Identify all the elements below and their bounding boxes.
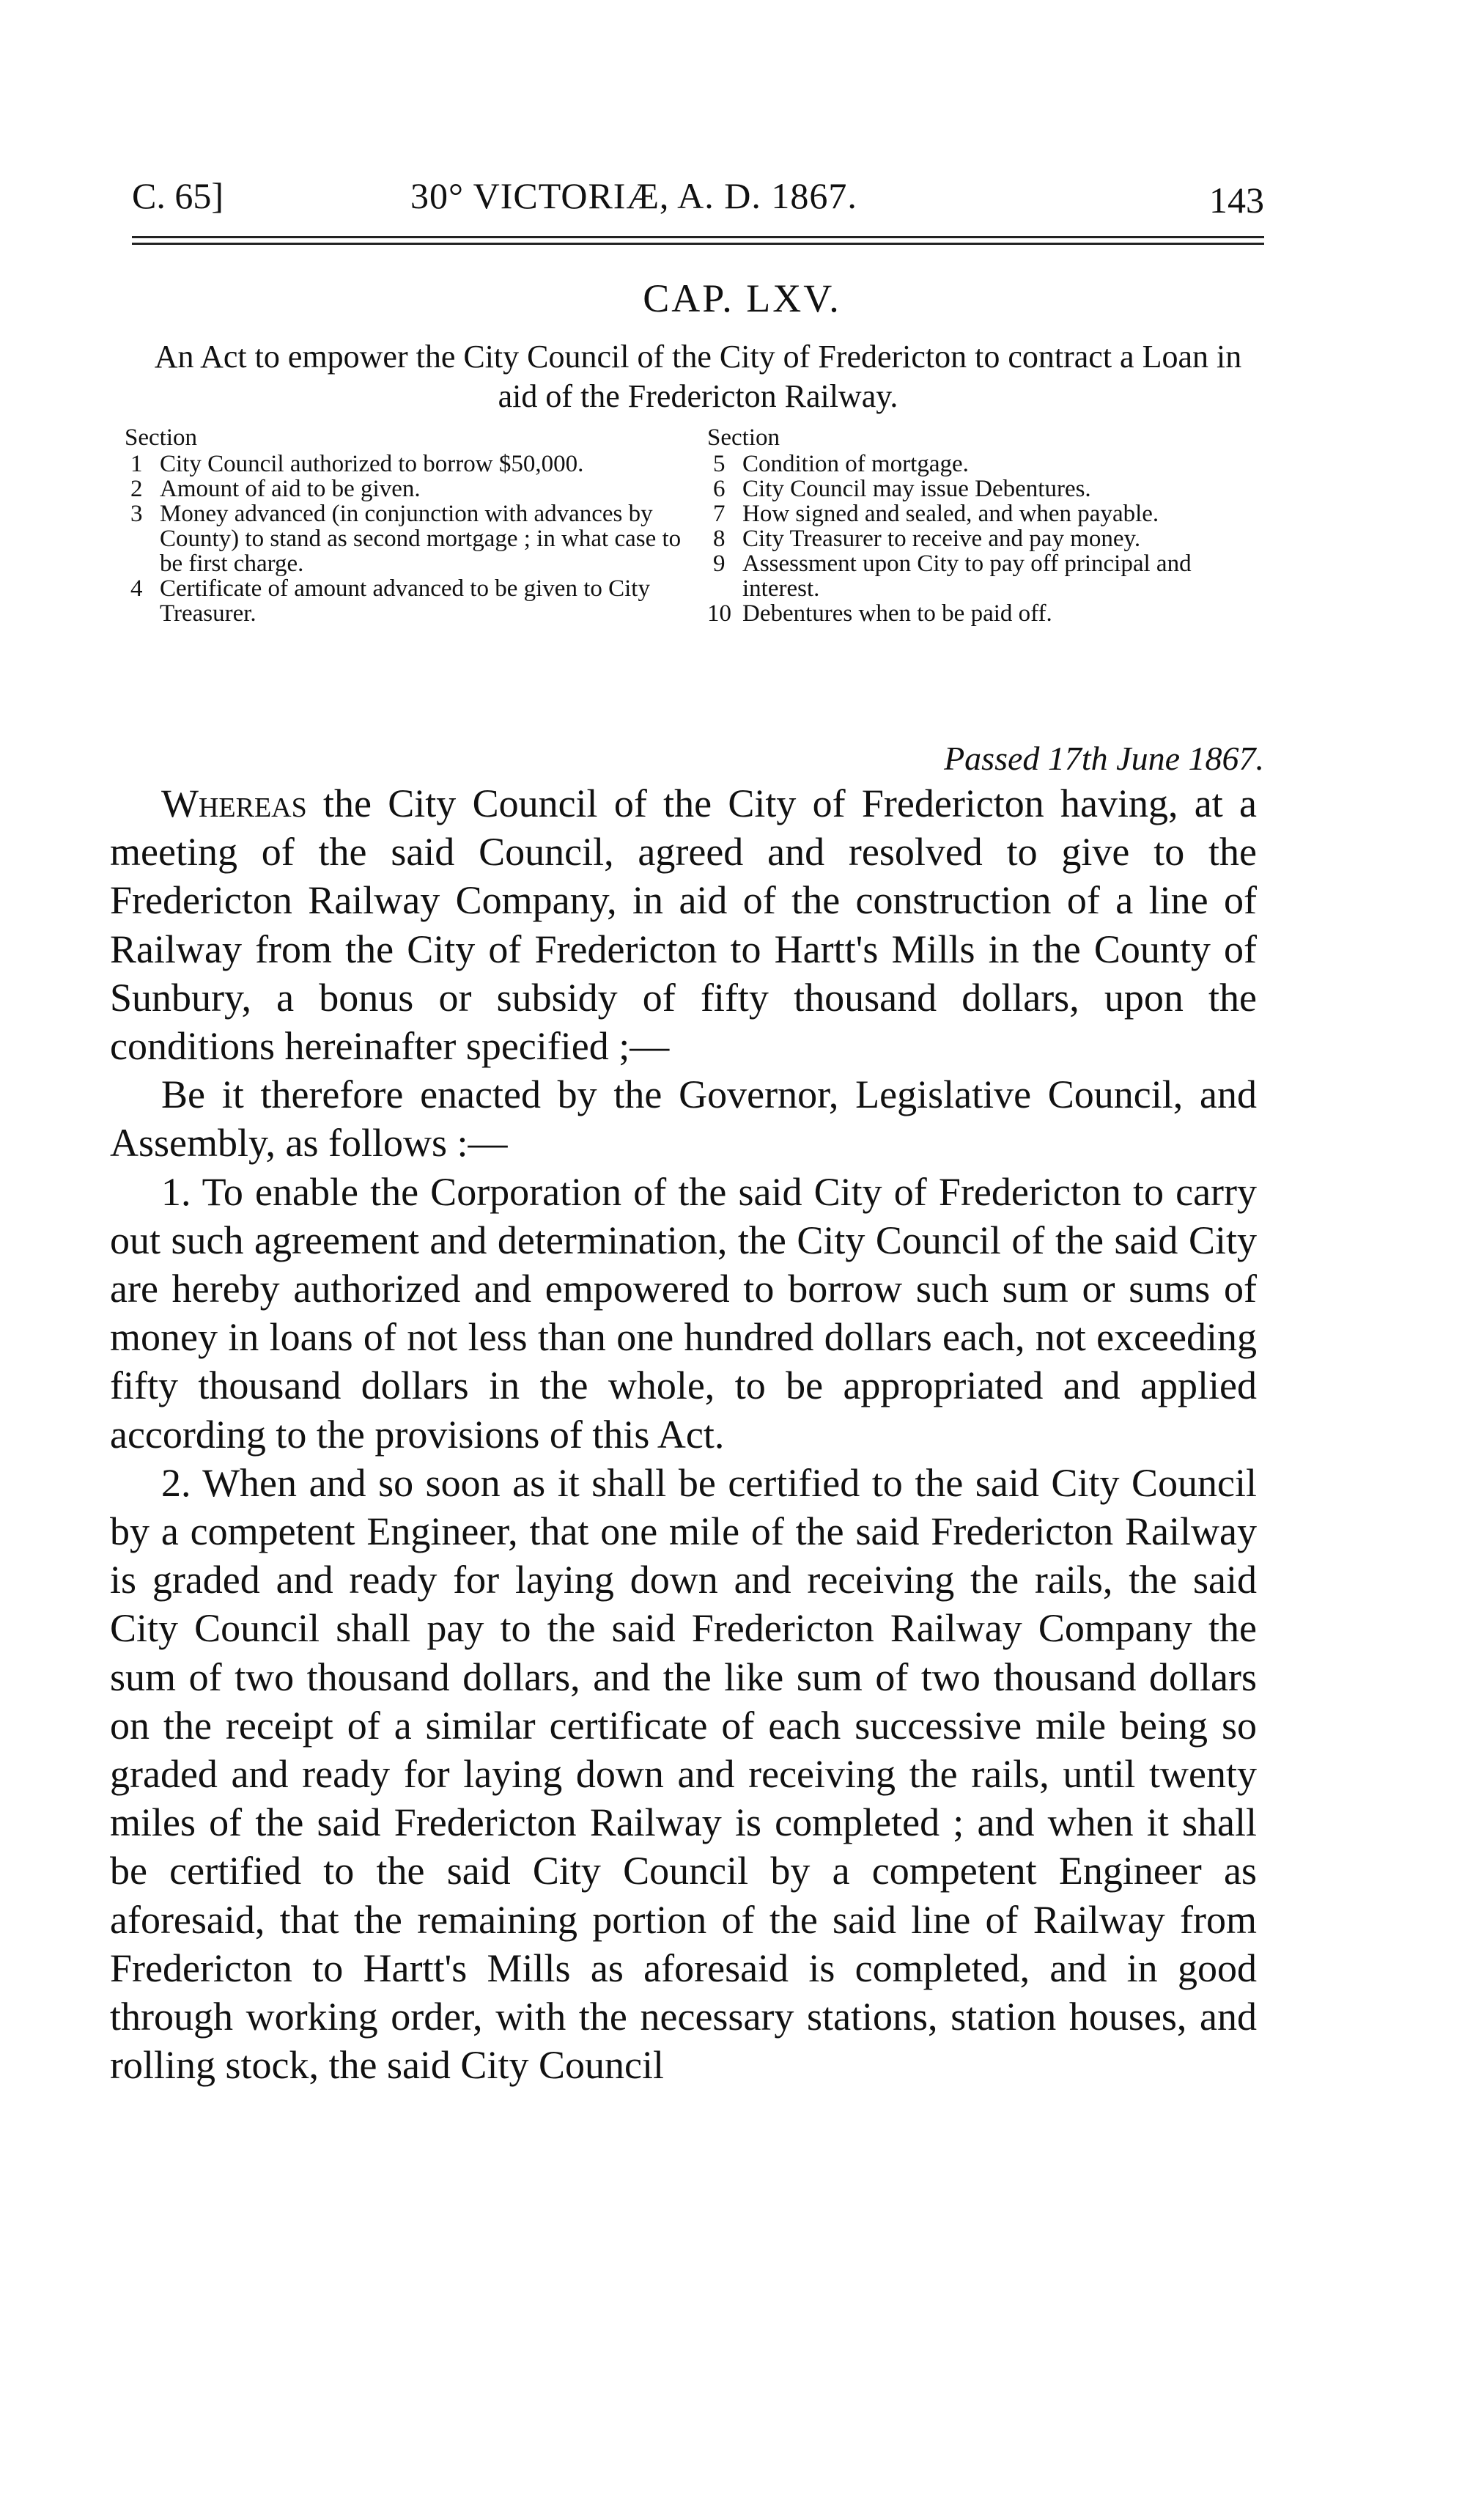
chapter-reference: C. 65] [132, 175, 224, 216]
section-index-text: Assessment upon City to pay off principal and interest. [742, 551, 1192, 602]
passed-date: Passed 17th June 1867. [944, 740, 1264, 777]
section-index-item [125, 501, 682, 576]
section-index-number: 1 [130, 451, 143, 477]
section-index-text: Certificate of amount advanced to be given to City Treasurer. [160, 575, 650, 627]
section-index-left [125, 425, 682, 626]
section-index-item [707, 601, 1249, 626]
section-index-text: City Treasurer to receive and pay money. [742, 526, 1141, 552]
section-index-number: 7 [713, 501, 726, 527]
section-index-heading: Section [707, 424, 780, 451]
act-title: An Act to empower the City Council of the City of Fredericton to contract a Loan in aid of the Fredericton Railway. [154, 339, 1242, 414]
section-index-item [707, 526, 1249, 551]
section-index-text: Condition of mortgage. [742, 451, 969, 477]
section-index-item [125, 576, 682, 626]
section-index-number: 6 [713, 476, 726, 502]
section-index-text: Debentures when to be paid off. [742, 600, 1052, 627]
statute-title: 30° VICTORIÆ, A. D. 1867. [410, 175, 857, 216]
section-index-number: 9 [713, 551, 726, 577]
section-index-text: Amount of aid to be given. [160, 476, 421, 502]
section-index-text: City Council may issue Debentures. [742, 476, 1091, 502]
section-index-text: How signed and sealed, and when payable. [742, 501, 1159, 527]
section-index-heading: Section [125, 424, 197, 451]
preamble-paragraph [110, 779, 1257, 1070]
act-body [110, 779, 1257, 2089]
section-index-number: 10 [707, 600, 731, 627]
chapter-heading: CAP. LXV. [643, 276, 841, 320]
section-index-text: Money advanced (in conjunction with advances by County) to stand as second mortgage ; in what case to be first charge. [160, 501, 682, 577]
section-index-number: 3 [130, 501, 143, 527]
section-2-paragraph: 2. When and so soon as it shall be certified to the said City Council by a competent Engineer, that one mile of the said Fredericton Railway is graded and ready for laying down and receiving the rails, the said City Council shall pay to the said Fredericton Railway Company the sum of two thousand dollars, and the like sum of two thousand dollars on the receipt of a similar certificate of each successive mile being so graded and ready for laying down and receiving the rails, until twenty miles of the said Fredericton Railway is completed ; and when it shall be certified to the said City Council by a competent Engineer as aforesaid, that the remaining portion of the said line of Railway from Fredericton to Hartt's Mills as aforesaid is completed, and in good through working order, with the necessary stations, station houses, and rolling stock, the said City Council [110, 1460, 1257, 2088]
section-index-number: 8 [713, 526, 726, 552]
section-1-paragraph: 1. To enable the Corporation of the said City of Fredericton to carry out such agreement and determination, the City Council of the said City are hereby authorized and empowered to borrow such sum or sums of money in loans of not less than one hundred dollars each, not exceeding fifty thousand dollars in the whole, to be appropriated and applied according to the provisions of this Act. [110, 1169, 1257, 1457]
whereas-lead: Whereas [161, 781, 307, 825]
section-index-item [125, 452, 682, 476]
running-head [132, 174, 1264, 226]
section-index-item [707, 551, 1249, 601]
section-index-item [707, 452, 1249, 476]
section-index-number: 4 [130, 575, 143, 602]
preamble-text: the City Council of the City of Fredericton having, at a meeting of the said Council, agreed and resolved to give to the Fredericton Railway Company, in aid of the construction of a line of Railway from the City of Fredericton to Hartt's Mills in the County of Sunbury, a bonus or subsidy of fifty thousand dollars, upon the conditions hereinafter specified ;— [110, 781, 1257, 1069]
section-index-item [707, 476, 1249, 501]
section-index-number: 5 [713, 451, 726, 477]
section-index-number: 2 [130, 476, 143, 502]
page-number: 143 [1209, 180, 1264, 221]
section-index-item [125, 476, 682, 501]
header-rule-bottom [132, 243, 1264, 245]
enacting-clause: Be it therefore enacted by the Governor, Legislative Council, and Assembly, as follows :— [110, 1072, 1257, 1166]
header-rule-top [132, 236, 1264, 238]
section-index-item [707, 501, 1249, 526]
section-index-right [707, 425, 1249, 626]
section-index-text: City Council authorized to borrow $50,000. [160, 451, 584, 477]
